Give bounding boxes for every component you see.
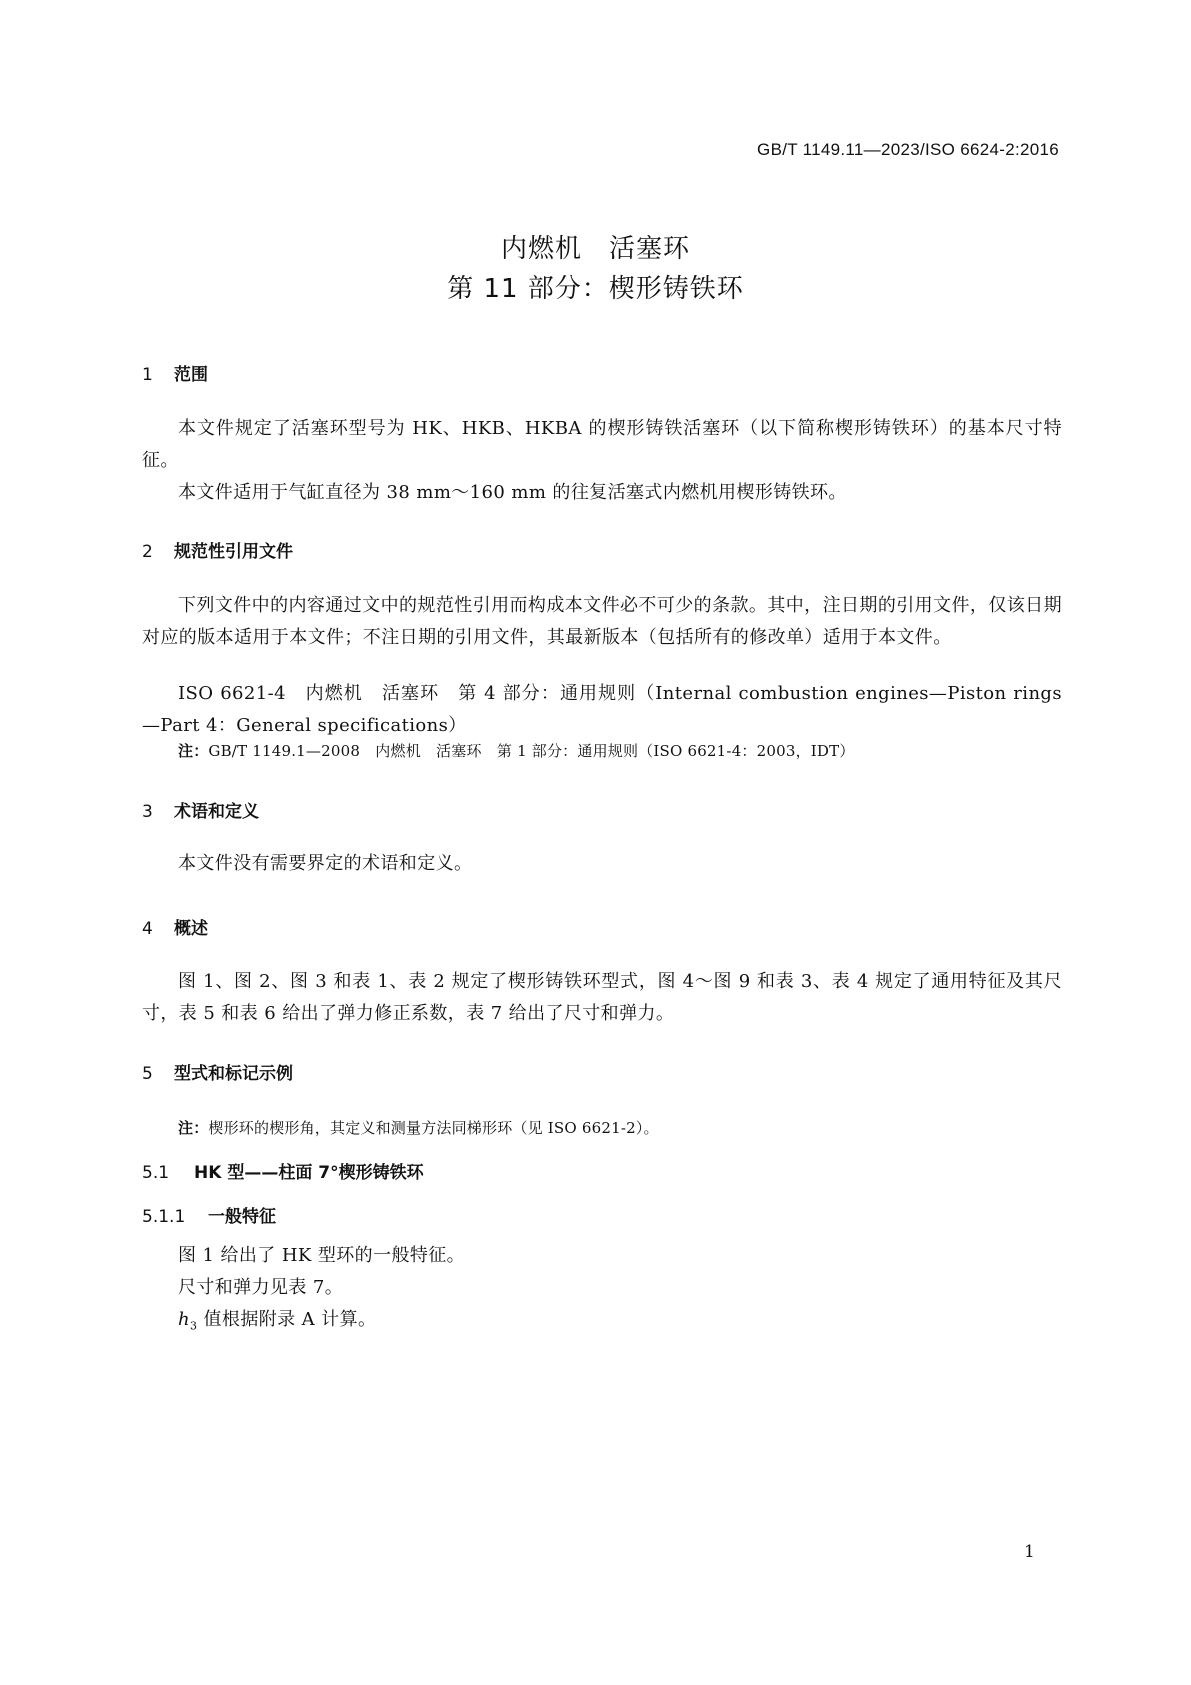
standard-code: GB/T 1149.11—2023/ISO 6624-2:2016: [757, 140, 1059, 159]
subsection-5-1-1-line-3: $h_3$ 值根据附录 A 计算。: [178, 1309, 377, 1333]
section-3-heading: 3 术语和定义: [142, 802, 259, 822]
subsection-5-1-heading: 5.1 HK 型——柱面 7°楔形铸铁环: [142, 1163, 424, 1183]
section-2-reference: ISO 6621-4 内燃机 活塞环 第 4 部分：通用规则（Internal combustion engines—Piston rings—Part 4：General specifications）: [142, 683, 1062, 736]
section-2-paragraph-1: 下列文件中的内容通过文中的规范性引用而构成本文件必不可少的条款。其中，注日期的引用文件，仅该日期对应的版本适用于本文件；不注日期的引用文件，其最新版本（包括所有的修改单）适用于本文件。: [142, 595, 1062, 648]
page-number: 1: [1024, 1542, 1035, 1562]
section-5-heading: 5 型式和标记示例: [142, 1064, 293, 1084]
subsection-5-1-1-line-1: 图 1 给出了 HK 型环的一般特征。: [178, 1245, 466, 1266]
section-4-paragraph: 图 1、图 2、图 3 和表 1、表 2 规定了楔形铸铁环型式，图 4～图 9 和表 3、表 4 规定了通用特征及其尺寸，表 5 和表 6 给出了弹力修正系数，表 7 给出了尺寸和弹力。: [142, 971, 1062, 1024]
section-1-heading: 1 范围: [142, 365, 208, 385]
page-title-line1: 内燃机 活塞环: [500, 234, 690, 264]
section-1-paragraph-1: 本文件规定了活塞环型号为 HK、HKB、HKBA 的楔形铸铁活塞环（以下简称楔形铸铁环）的基本尺寸特征。: [142, 418, 1062, 471]
section-5-note: 注：楔形环的楔形角，其定义和测量方法同梯形环（见 ISO 6621-2）。: [178, 1119, 659, 1137]
section-2-heading: 2 规范性引用文件: [142, 542, 293, 562]
subsection-5-1-1-line-2: 尺寸和弹力见表 7。: [178, 1277, 344, 1298]
section-2-note: 注：GB/T 1149.1—2008 内燃机 活塞环 第 1 部分：通用规则（ISO 6621-4：2003，IDT）: [178, 742, 855, 760]
page-title-line2: 第 11 部分：楔形铸铁环: [447, 274, 744, 304]
subsection-5-1-1-heading: 5.1.1 一般特征: [142, 1207, 276, 1227]
section-4-heading: 4 概述: [142, 919, 208, 939]
section-3-paragraph: 本文件没有需要界定的术语和定义。: [178, 853, 473, 874]
section-1-paragraph-2: 本文件适用于气缸直径为 38 mm～160 mm 的往复活塞式内燃机用楔形铸铁环。: [178, 482, 847, 503]
